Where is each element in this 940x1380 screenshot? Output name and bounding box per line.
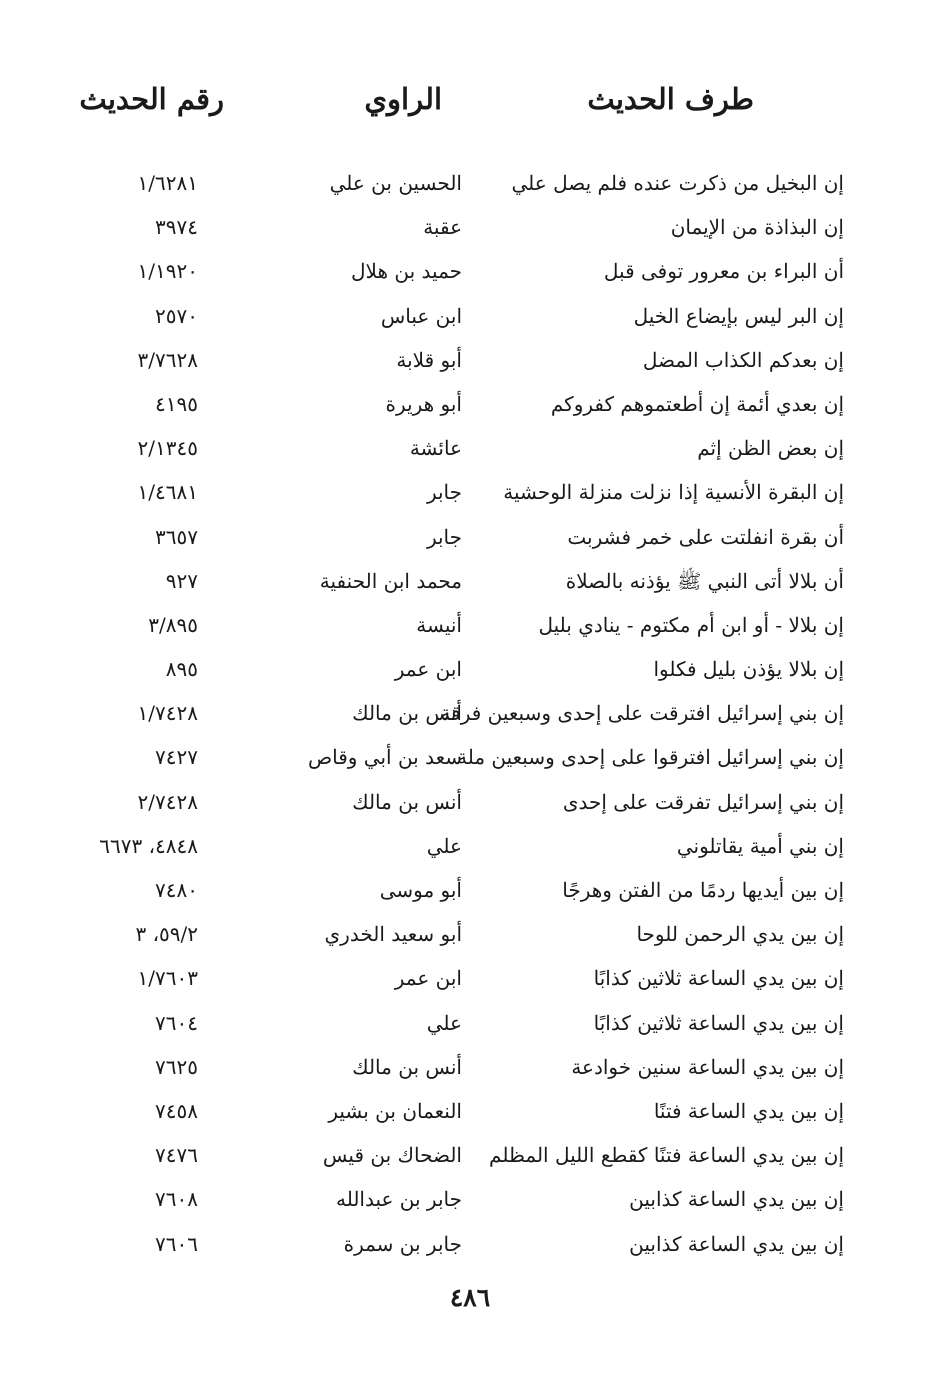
hadith-tip: إن البقرة الأنسية إذا نزلت منزلة الوحشية	[503, 480, 844, 505]
hadith-number: ٣٦٥٧	[155, 524, 198, 549]
hadith-tip: أن بلالا أتى النبي ﷺ يؤذنه بالصلاة	[565, 568, 844, 593]
narrator-name: أبو قلابة	[396, 347, 462, 372]
table-row	[0, 825, 940, 869]
narrator-name: ابن عباس	[380, 303, 462, 328]
table-row	[0, 1178, 940, 1222]
page-number: ٤٨٦	[449, 1283, 491, 1312]
hadith-tip: إن البذاذة من الإيمان	[670, 215, 844, 240]
header-hadith-number: رقم الحديث	[79, 82, 224, 116]
narrator-name: الحسين بن علي	[329, 171, 462, 195]
hadith-number: ٢/١٣٤٥	[137, 436, 198, 461]
table-row	[0, 736, 940, 780]
hadith-tip: إن بني إسرائيل افترقوا على إحدى وسبعين ملة	[456, 745, 844, 770]
hadith-tip: إن بعض الظن إثم	[697, 436, 844, 461]
hadith-tip: إن بعدي أئمة إن أطعتموهم كفروكم	[550, 391, 844, 416]
hadith-number: ١/١٩٢٠	[137, 259, 198, 284]
hadith-number: ١/٤٦٨١	[137, 480, 198, 505]
hadith-tip: إن بني إسرائيل افترقت على إحدى وسبعين فرقة	[440, 701, 844, 726]
hadith-number: ١/٧٦٠٣	[137, 966, 198, 991]
table-row	[0, 869, 940, 913]
hadith-tip: إن بين أيديها ردمًا من الفتن وهرجًا	[562, 878, 844, 902]
hadith-number: ١/٦٢٨١	[137, 171, 198, 195]
hadith-number: ٥٩/٢، ٣	[135, 922, 198, 947]
hadith-tip: إن بين يدي الساعة فتنًا كقطع الليل المظلم	[489, 1143, 844, 1168]
hadith-tip: إن بين يدي الساعة كذابين	[629, 1187, 844, 1212]
hadith-number: ٢/٧٤٢٨	[137, 789, 198, 814]
header-hadith-tip: طرف الحديث	[587, 82, 754, 116]
hadith-number: ٧٦٠٤	[155, 1010, 198, 1035]
table-row	[0, 427, 940, 471]
hadith-tip: إن بلالا - أو ابن أم مكتوم - ينادي بليل	[538, 612, 844, 637]
table-row	[0, 692, 940, 736]
table-row	[0, 1002, 940, 1046]
hadith-number: ٣/٨٩٥	[148, 612, 198, 637]
table-row	[0, 781, 940, 825]
table-row	[0, 206, 940, 250]
table-row	[0, 1134, 940, 1178]
hadith-number: ٣٩٧٤	[155, 215, 198, 240]
hadith-tip: إن بين يدي الساعة ثلاثين كذابًا	[593, 966, 844, 991]
hadith-number: ٧٤٧٦	[155, 1143, 198, 1168]
narrator-name: النعمان بن بشير	[328, 1098, 462, 1123]
table-row	[0, 1223, 940, 1267]
narrator-name: حميد بن هلال	[351, 259, 462, 284]
hadith-tip: إن البخيل من ذكرت عنده فلم يصل علي	[511, 171, 844, 195]
table-row	[0, 295, 940, 339]
hadith-number: ٧٤٥٨	[155, 1098, 198, 1123]
hadith-number: ٨٩٥	[165, 657, 198, 682]
table-header	[0, 82, 940, 132]
hadith-number: ٧٦٢٥	[155, 1054, 198, 1079]
narrator-name: أنيسة	[416, 612, 462, 637]
narrator-name: أنس بن مالك	[352, 701, 462, 726]
hadith-tip: إن بين يدي الساعة سنين خوادعة	[571, 1054, 844, 1079]
hadith-tip: إن البر ليس بإيضاع الخيل	[633, 303, 844, 328]
hadith-tip: إن بعدكم الكذاب المضل	[642, 347, 844, 372]
hadith-number: ٤١٩٥	[155, 391, 198, 416]
hadith-tip: إن بين يدي الساعة ثلاثين كذابًا	[593, 1010, 844, 1035]
narrator-name: ابن عمر	[394, 657, 462, 682]
hadith-number: ٤٨٤٨، ٦٦٧٣	[99, 833, 198, 858]
hadith-tip: إن بلالا يؤذن بليل فكلوا	[653, 657, 844, 682]
table-row	[0, 516, 940, 560]
narrator-name: عقبة	[423, 215, 462, 240]
narrator-name: أبو هريرة	[385, 391, 462, 416]
narrator-name: عائشة	[409, 436, 462, 461]
hadith-index-table	[0, 162, 940, 1267]
narrator-name: الضحاك بن قيس	[322, 1143, 462, 1168]
table-row	[0, 957, 940, 1001]
narrator-name: علي	[426, 833, 462, 858]
narrator-name: علي	[426, 1010, 462, 1035]
narrator-name: أبو موسى	[379, 878, 462, 902]
hadith-number: ١/٧٤٢٨	[137, 701, 198, 726]
table-row	[0, 913, 940, 957]
hadith-tip: إن بني إسرائيل تفرقت على إحدى	[562, 789, 844, 814]
table-row	[0, 1090, 940, 1134]
narrator-name: جابر	[426, 524, 462, 549]
hadith-number: ٣/٧٦٢٨	[137, 347, 198, 372]
narrator-name: جابر بن عبدالله	[335, 1187, 462, 1212]
table-row	[0, 1046, 940, 1090]
hadith-number: ٧٦٠٨	[155, 1187, 198, 1212]
hadith-number: ٧٦٠٦	[155, 1231, 198, 1256]
narrator-name: محمد ابن الحنفية	[319, 568, 462, 593]
hadith-tip: إن بين يدي الرحمن للوحا	[636, 922, 844, 947]
narrator-name: ابن عمر	[394, 966, 462, 991]
hadith-number: ٩٢٧	[165, 568, 198, 593]
narrator-name: أبو سعيد الخدري	[324, 922, 462, 947]
narrator-name: أنس بن مالك	[352, 789, 462, 814]
hadith-number: ٧٤٢٧	[155, 745, 198, 770]
hadith-number: ٧٤٨٠	[155, 878, 198, 902]
narrator-name: سعد بن أبي وقاص	[307, 745, 462, 770]
table-row	[0, 560, 940, 604]
header-narrator: الراوي	[364, 82, 442, 116]
narrator-name: جابر	[426, 480, 462, 505]
table-row	[0, 471, 940, 515]
hadith-tip: إن بين يدي الساعة فتنًا	[653, 1098, 844, 1123]
table-row	[0, 250, 940, 294]
table-row	[0, 339, 940, 383]
table-row	[0, 162, 940, 206]
table-row	[0, 648, 940, 692]
hadith-tip: إن بين يدي الساعة كذابين	[629, 1231, 844, 1256]
hadith-tip: إن بني أمية يقاتلوني	[676, 833, 844, 858]
narrator-name: أنس بن مالك	[352, 1054, 462, 1079]
hadith-number: ٢٥٧٠	[155, 303, 198, 328]
table-row	[0, 383, 940, 427]
hadith-tip: أن البراء بن معرور توفى قبل	[603, 259, 844, 284]
hadith-tip: أن بقرة انفلتت على خمر فشربت	[567, 524, 844, 549]
table-row	[0, 604, 940, 648]
narrator-name: جابر بن سمرة	[343, 1231, 462, 1256]
